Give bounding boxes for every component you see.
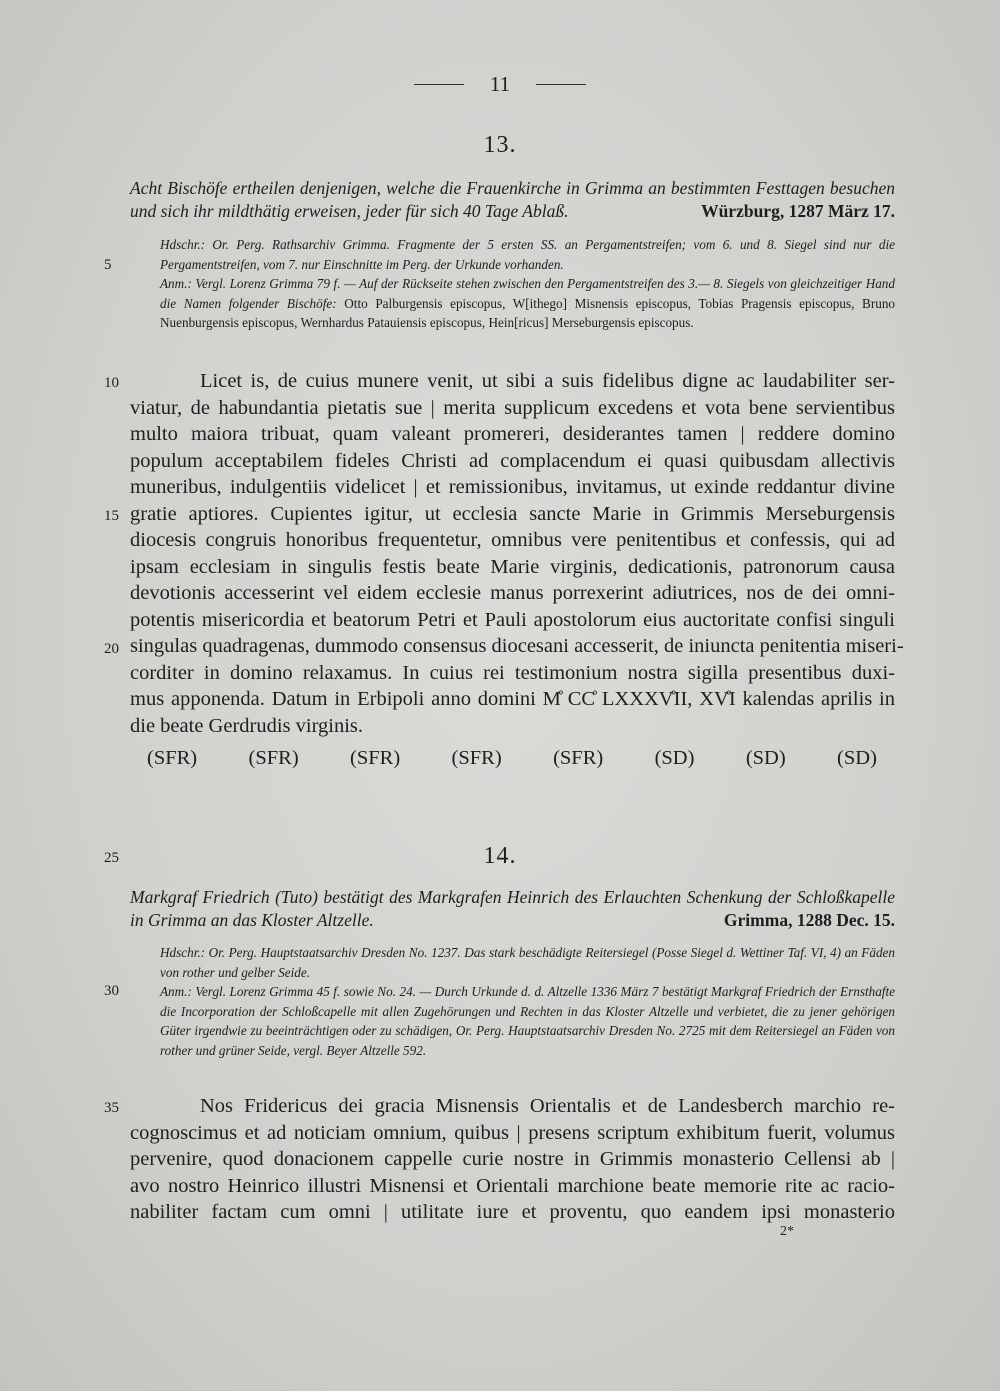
doc13-place-date: Würzburg, 1287 März 17. — [701, 201, 895, 221]
doc14-hdschr: Hdschr.: Or. Perg. Hauptstaatsarchiv Dresden No. 1237. Das stark beschädigte Reitersiegel (Posse Siegel d. Wettiner Taf. VI, 4) an Fäden von rother und gelber Seide. — [160, 945, 895, 980]
page-number: 11 — [489, 72, 511, 96]
seal-mark: (SFR) — [553, 747, 604, 769]
doc14-body-line: avo nostro Heinrico illustri Misnensi et Orientali marchione beate memorie rite ac racio- — [130, 1174, 895, 1197]
doc13-body-line: singulas quadragenas, dummodo consensus diocesani accesserit, de iniuncta penitentia miseri- — [130, 635, 904, 657]
line-number-25: 25 — [104, 850, 119, 866]
doc14-body-line: Nos Fridericus dei gracia Misnensis Orientalis et de Landesberch marchio re- — [200, 1095, 895, 1117]
doc13-body — [130, 368, 904, 739]
seal-mark: (SD) — [654, 747, 695, 769]
doc13-anm-italic: Anm.: Vergl. Lorenz Grimma 79 f. — Auf der Rückseite stehen zwischen den Pergamentstreifen des 3.— 8. Siegels von gleichzeitiger Hand die Namen folgender Bischöfe: — [160, 276, 895, 311]
seal-mark: (SD) — [837, 747, 877, 769]
doc13-body-line: devotionis accesserint vel eidem ecclesie manus porrexerint adiutrices, nos de dei omni- — [130, 582, 895, 604]
line-number-30: 30 — [104, 983, 119, 999]
doc13-body-line: viatur, de habundantia pietatis sue | merita supplicum excedens et vota bene servientibus — [130, 396, 895, 419]
doc13-body-line: mus apponenda. Datum in Erbipoli anno domini M̊ CC̊ LXXXV̊II, XV̊I kalendas aprilis in — [130, 688, 895, 710]
signature-mark: 2* — [780, 1224, 794, 1239]
doc13-number: 13. — [483, 132, 517, 158]
header-rule-left — [414, 84, 464, 85]
doc14-regest-text: Markgraf Friedrich (Tuto) bestätigt des Markgrafen Heinrich des Erlauchten Schenkung der Schloßkapelle in Grimma an das Kloster Altzelle. — [130, 887, 895, 930]
doc13-body-line: potentis misericordia et beatorum Petri et Pauli apostolorum eius auctoritate confisi singuli — [130, 608, 895, 631]
line-number-20: 20 — [104, 641, 119, 657]
doc14-body — [130, 1093, 895, 1226]
line-number-35: 35 — [104, 1100, 119, 1116]
doc13-seals — [147, 747, 877, 770]
seal-mark: (SD) — [745, 747, 786, 769]
doc14-regest — [130, 886, 895, 932]
doc14-notes — [160, 943, 895, 1060]
doc14-place-date: Grimma, 1288 Dec. 15. — [723, 910, 895, 930]
doc13-anm-names: Otto Palburgensis episcopus, W[ithego] Misnensis episcopus, Tobias Pragensis episcopus, Bruno Nuenburgensis episcopus, Wernhardus Patauiensis episcopus, Hein[ricus] Merseburgensis episcopus. — [160, 295, 896, 330]
doc14-number: 14. — [483, 843, 517, 869]
header-rule-right — [536, 84, 586, 85]
doc13-body-line: die beate Gerdrudis virginis. — [130, 714, 364, 737]
line-number-15: 15 — [104, 508, 119, 524]
doc13-body-line: gratie aptiores. Cupientes igitur, ut ecclesia sancte Marie in Grimmis Merseburgensis — [130, 502, 895, 525]
line-number-5: 5 — [104, 257, 112, 273]
doc14-anm: Anm.: Vergl. Lorenz Grimma 45 f. sowie No. 24. — Durch Urkunde d. d. Altzelle 1336 März 7 bestätigt Markgraf Friedrich der Ernsthafte die Incorporation der Schloßcapelle mit allen Zugehörungen und Rechten in das Kloster Altzelle und verbietet, die zu jener gehörigen Güter irgendwie zu beeinträchtigen oder zu schädigen, Or. Perg. Hauptstaatsarchiv Dresden No. 2725 mit dem Reitersiegel an Fäden von rother und grüner Seide, vergl. Beyer Altzelle 592. — [160, 984, 895, 1058]
doc13-body-line: multo maiora tribuat, quam valeant promereri, desiderantes tamen | reddere domino — [130, 423, 895, 445]
doc13-hdschr: Hdschr.: Or. Perg. Rathsarchiv Grimma. Fragmente der 5 ersten SS. an Pergamentstreifen; vom 6. und 8. Siegel sind nur die Pergamentstreifen, vom 7. nur Einschnitte im Perg. der Urkunde vorhanden. — [160, 237, 895, 272]
doc13-notes — [160, 235, 895, 333]
doc13-body-line: corditer in domino relaxamus. In cuius rei testimonium nostra sigilla presentibus duxi- — [130, 661, 895, 684]
doc13-regest-text: Acht Bischöfe ertheilen denjenigen, welche die Frauenkirche in Grimma an bestimmten Festtagen besuchen und sich ihr mildthätig erweisen, jeder für sich 40 Tage Ablaß. — [130, 178, 895, 221]
doc14-body-line: nabiliter factam cum omni | utilitate iure et proventu, quo eandem ipsi monasterio — [130, 1201, 895, 1223]
doc13-body-line: muneribus, indulgentiis videlicet | et remissionibus, invitamus, ut exinde reddantur divine — [130, 476, 895, 498]
seal-mark: (SFR) — [147, 747, 198, 769]
doc13-anm — [160, 274, 895, 333]
doc14-body-line: pervenire, quod donacionem cappelle curie nostre in Grimmis monasterio Cellensi ab | — [130, 1148, 895, 1170]
seal-mark: (SFR) — [248, 747, 299, 769]
seal-mark: (SFR) — [451, 747, 502, 769]
doc13-body-line: Licet is, de cuius munere venit, ut sibi a suis fidelibus digne ac laudabiliter ser- — [200, 370, 895, 392]
doc14-body-line: cognoscimus et ad noticiam omnium, quibus | presens scriptum exhibitum fuerit, volumus — [130, 1121, 895, 1144]
doc13-body-line: diocesis congruis honoribus frequentetur, omnibus vere penitentibus et confessis, qui ad — [130, 529, 895, 551]
line-number-10: 10 — [104, 375, 119, 391]
doc13-body-line: populum acceptabilem fideles Christi ad complacendum ei quasi quibusdam allectivis — [130, 449, 895, 472]
doc13-body-line: ipsam ecclesiam in singulis festis beate Marie virginis, dedicationis, patronorum causa — [130, 555, 895, 578]
doc13-regest — [130, 177, 895, 223]
seal-mark: (SFR) — [350, 747, 401, 769]
page-header — [0, 72, 1000, 97]
